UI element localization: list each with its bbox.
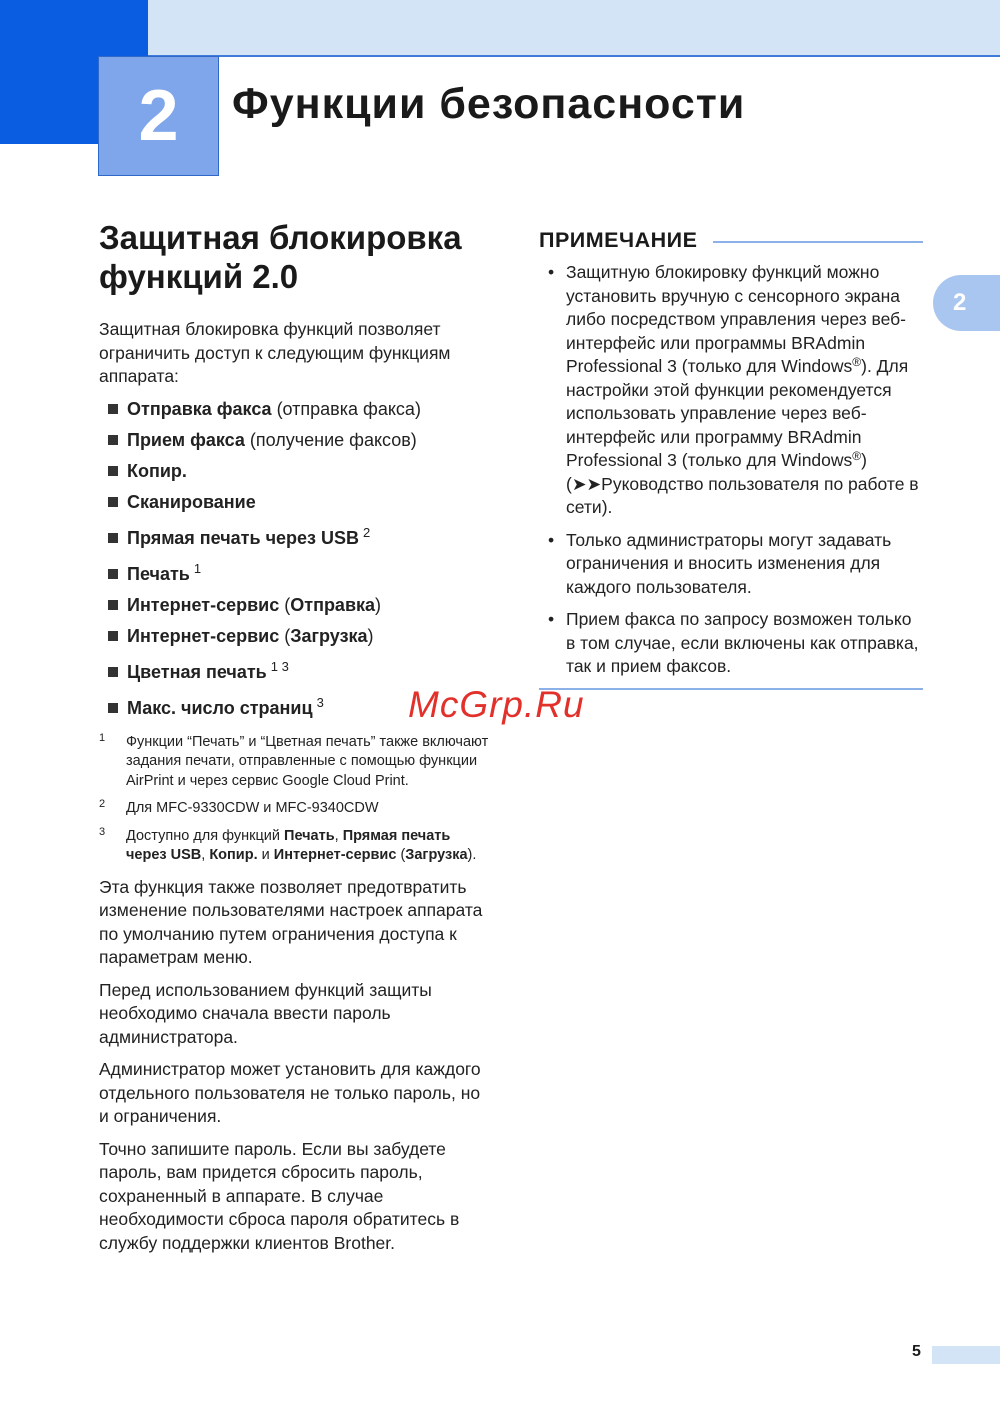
- chapter-number-box: 2: [98, 56, 219, 176]
- bullet-dot-icon: •: [548, 609, 555, 629]
- note-heading-rule: [713, 241, 923, 243]
- section-title: Защитная блокировка функций 2.0: [99, 219, 462, 295]
- bullet-square-icon: [108, 533, 118, 543]
- function-list: [99, 398, 489, 719]
- header-rule: [148, 55, 1000, 57]
- note-list: [539, 261, 923, 679]
- bullet-dot-icon: •: [548, 529, 555, 550]
- bullet-square-icon: [108, 497, 118, 507]
- list-item: Интернет-сервис (Отправка): [99, 594, 489, 616]
- double-arrow-icon: ➤➤: [571, 473, 602, 494]
- chapter-side-tab: 2: [933, 275, 1000, 331]
- list-item: • Защитную блокировку функций можно установить вручную с сенсорного экрана либо посредством управления через веб-интерфейс или программы BRAdmin Professional 3 (только для Windows®). Для настройки этой функции рекомендуется использовать управление через веб-интерфейс или программу BRAdmin Professional 3 (только для Windows®) (➤➤Руководство пользователя по работе в сети).: [548, 262, 919, 517]
- watermark: McGrp.Ru: [408, 684, 585, 725]
- list-item: Копир.: [99, 460, 489, 482]
- list-item: Интернет-сервис (Загрузка): [99, 625, 489, 647]
- page-number: 5: [912, 1343, 921, 1360]
- body-paragraph: Эта функция также позволяет предотвратить изменение пользователями настроек аппарата по умолчанию путем ограничения доступа к параметрам меню.: [99, 876, 483, 967]
- bullet-square-icon: [108, 466, 118, 476]
- list-item: Макс. число страниц $^3$: [99, 697, 489, 719]
- list-item: Цветная печать $^{1 3}$: [99, 661, 489, 683]
- bullet-square-icon: [108, 667, 118, 677]
- footnote-ref: 1 3: [270, 658, 289, 674]
- bullet-square-icon: [108, 631, 118, 641]
- footnotes: [99, 733, 489, 866]
- list-item: Отправка факса (отправка факса): [99, 398, 489, 420]
- chapter-title: Функции безопасности: [232, 80, 746, 128]
- body-paragraph: Перед использованием функций защиты необходимо сначала ввести пароль администратора.: [99, 979, 432, 1047]
- body-paragraph: Администратор может установить для каждого отдельного пользователя не только пароль, но и ограничения.: [99, 1059, 481, 1126]
- list-item: • Прием факса по запросу возможен только в том случае, если включены как отправка, так и прием факсов.: [548, 609, 919, 676]
- header-band: [148, 0, 1000, 55]
- intro-paragraph: Защитная блокировка функций позволяет ограничить доступ к следующим функциям аппарата:: [99, 319, 451, 386]
- bullet-square-icon: [108, 703, 118, 713]
- footnote: 2 Для MFC-9330CDW и MFC-9340CDW: [99, 798, 379, 816]
- footnote-ref: 2: [363, 524, 371, 540]
- left-column: [99, 218, 489, 1264]
- bullet-square-icon: [108, 404, 118, 414]
- note-heading: ПРИМЕЧАНИЕ: [539, 228, 923, 253]
- bullet-dot-icon: •: [548, 262, 555, 282]
- footnote-ref: 3: [316, 694, 324, 710]
- footnote: 3 Доступно для функций Печать, Прямая печать через USB, Копир. и Интернет-сервис (Загрузка).: [99, 825, 477, 863]
- note-box: [539, 228, 923, 690]
- footer-bar: [932, 1346, 1000, 1364]
- bullet-square-icon: [108, 435, 118, 445]
- list-item: Сканирование: [99, 491, 489, 513]
- list-item: Прямая печать через USB $^2$: [99, 527, 489, 549]
- list-item: Прием факса (получение факсов): [99, 429, 489, 451]
- list-item: Печать $^1$: [99, 563, 489, 585]
- body-paragraph: Точно запишите пароль. Если вы забудете пароль, вам придется сбросить пароль, сохраненный в аппарате. В случае необходимости сброса пароля обратитесь в службу поддержки клиентов Brother.: [99, 1138, 460, 1253]
- bullet-square-icon: [108, 600, 118, 610]
- footnote: 1 Функции “Печать” и “Цветная печать” также включают задания печати, отправленные с помощью функции AirPrint и через сервис Google Cloud Print.: [99, 731, 489, 789]
- bullet-square-icon: [108, 569, 118, 579]
- footnote-ref: 1: [193, 560, 202, 576]
- list-item: • Только администраторы могут задавать ограничения и вносить изменения для каждого пользователя.: [548, 529, 892, 597]
- note-end-rule: [539, 688, 923, 690]
